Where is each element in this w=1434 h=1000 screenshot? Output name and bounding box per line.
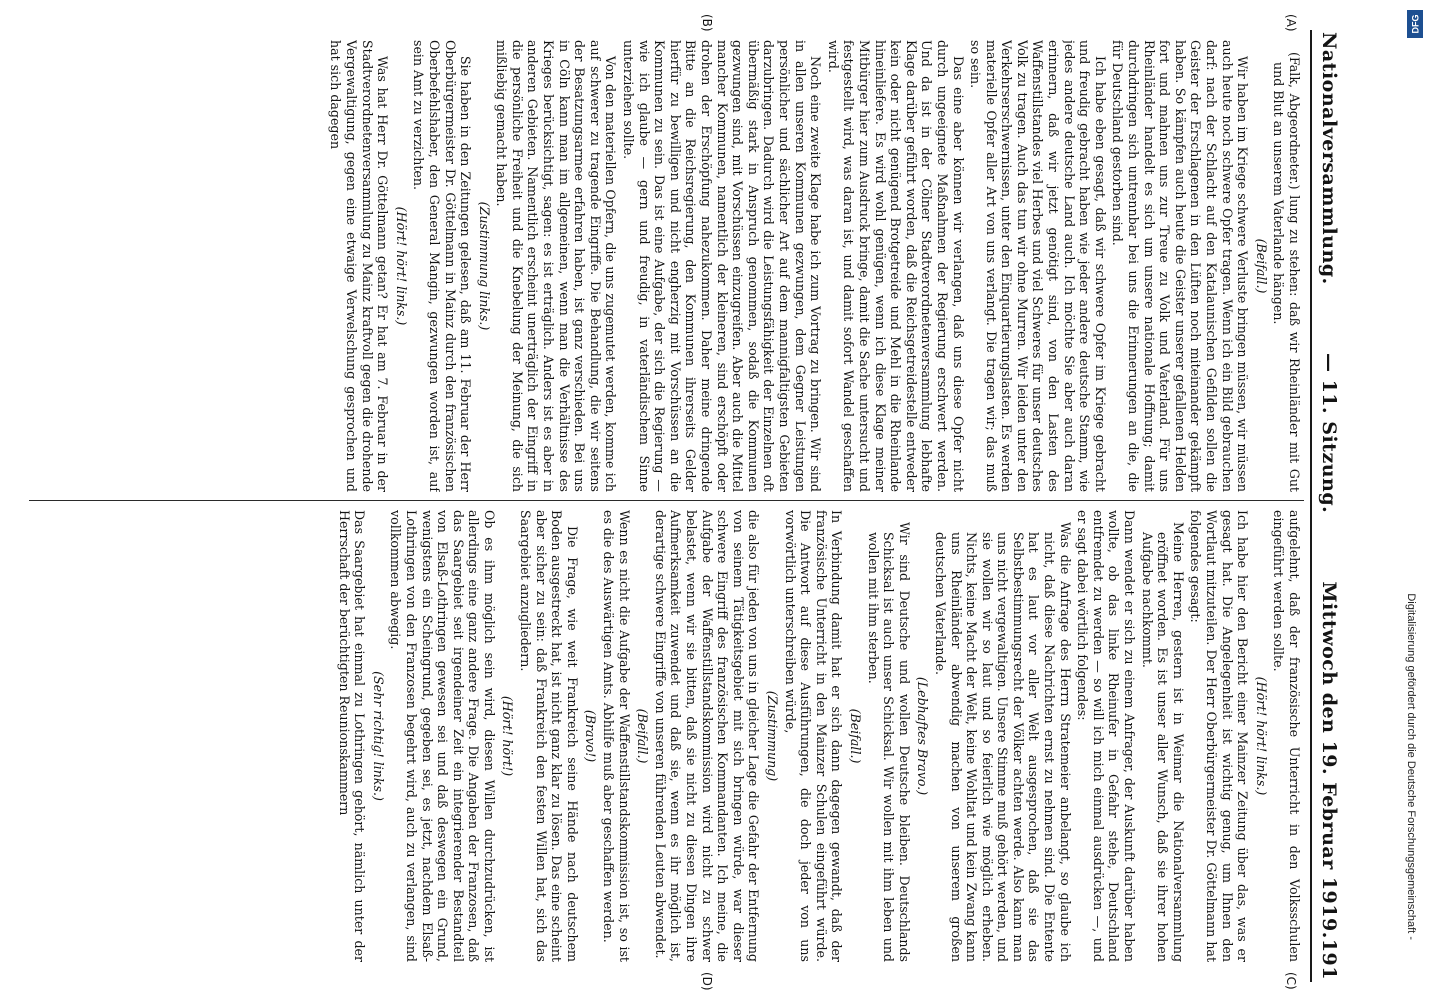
- page-header: [1318, 32, 1358, 980]
- column-divider: [29, 500, 1304, 501]
- header-assembly: Nationalversammlung.: [1318, 32, 1340, 285]
- paragraph: Ob es ihm möglich sein wird, diesen Willen durchzudrücken, ist allerdings eine ganz andere Frage. Die Angaben der Franzosen, daß das Saargebiet seit irgendeiner Zeit ein integrierender Bestandteil von Elsaß-Lothringen gewesen sei und daß deswegen ein Grund, wenigstens ein Scheingrund, gegeben sei, es jetzt, nachdem Elsaß-Lothringen von den Franzosen begehrt wird, auch zu verlangen, sind vollkommen abwegig.: [388, 510, 497, 962]
- paragraph: In Verbindung damit hat er sich dann dagegen gewandt, daß der französische Unterricht in den Mainzer Schulen eingeführt würde. Die Antwort auf diese Ausführungen, die doch jeder von uns vorwörtlich unterschreiben würde,: [782, 510, 845, 962]
- paragraph: Wenn es nicht die Aufgabe der Waffenstillstandskommission ist, so ist es die des Auswärtigen Amts. Abhilfe muß aber geschaffen werden.: [601, 510, 632, 962]
- paragraph: Das Saargebiet hat einmal zu Lothringen gehört, nämlich unter der Herrschaft der berüchtigten Reunionskammern: [336, 510, 368, 962]
- header-date: Mittwoch den 19. Februar 1919.: [1318, 581, 1340, 939]
- reaction-note: (Zustimmung links.): [476, 201, 492, 331]
- paragraph: aufgelehnt, daß der französische Unterricht in den Volksschulen eingeführt werden sollte.: [1271, 510, 1302, 962]
- dfg-logo-icon: [1407, 10, 1423, 38]
- reaction-note: (Hört! hört! links.): [393, 206, 409, 326]
- reaction-note: (Lebhaftes Bravo.): [915, 676, 931, 796]
- reaction-note: (Bravo!): [583, 709, 599, 763]
- header-session: — 11. Sitzung.: [1318, 352, 1340, 514]
- reaction-note: (Beifall.): [1253, 238, 1269, 294]
- paragraph: Von den materiellen Opfern, die uns zugemutet werden, komme ich auf schwerer zu tragende Eingriffe. Die Behandlung, die wir seitens der Besatzungsarmee erfahren haben, ist ganz verschieden. Bei uns in Cöln kann man im allgemeinen, wenn man die Verhältnisse des Krieges berücksichtigt, sagen: es ist erträglich. Anders ist es aber in anderen Gebieten. Namentlich erscheint unerträglich der Eingriff in die persönliche Freiheit und die Knebelung der Meinung, die sich mißliebig gemacht haben.: [494, 40, 619, 492]
- paragraph: Dann wendet er sich zu einem Anfrager, der Auskunft darüber haben wollte, ob das linke Rheinufer in Gefahr stehe, Deutschland entfremdet zu werden — so will ich mich einmal ausdrücken —, und er sagt dabei wörtlich folgendes:: [1075, 510, 1138, 962]
- margin-marker-d: (D): [700, 972, 714, 991]
- paragraph: die also für jeden von uns in gleicher Lage die Gefahr der Entfernung von seinem Tätigkeitsgebiet mit sich bringen würde, war dieser schwere Eingriff des französischen Kommandanten. Ich meine, die Aufgabe der Waffenstillstandskommission wird nicht zu schwer belastet, wenn wir sie bitten, daß sie nicht zu diesen Dingen ihre Aufmerksamkeit zuwendet und daß sie, wenn es ihr möglich ist, derartige schwere Eingriffe von unseren führenden Leuten abwendet.: [652, 510, 762, 962]
- reaction-note: (Beifall.): [847, 708, 863, 764]
- paragraph: Noch eine zweite Klage habe ich zum Vortrag zu bringen. Wir sind in allen unseren Kommunen gezwungen, dem Gegner Leistungen persönlicher und sächlicher Art auf dem mannigfaltigsten Gebieten darzubringen. Dadurch wird die Leistungsfähigkeit der Einzelnen oft übermäßig stark in Anspruch genommen, sodaß die Kommunen gezwungen sind, mit Vorschüssen einzugreifen. Aber auch die Mittel mancher Kommunen, namentlich der kleineren, sind erschöpft oder drohen der Erschöpfung nahezukommen. Daher meine dringende Bitte an die Reichsregierung, den Kommunen ihrerseits Gelder hierfür zu bewilligen und nicht engherzig mit Vorschüssen an die Kommunen zu sein. Das ist eine Aufgabe, der sich die Regierung — wie ich glaube — gern und freudig, in vaterländischem Sinne unterziehen sollte.: [621, 40, 824, 492]
- rotated-document-page: [12, 0, 1372, 1000]
- paragraph: Die Frage, wie weit Frankreich seine Hände nach deutschem Boden ausgestreckt hat, ist nicht ganz klar zu lösen. Das eine scheint aber sicher zu sein: daß Frankreich den festen Willen hat, sich das Saargebiet anzugliedern.: [518, 510, 580, 962]
- paragraph: Ich habe hier den Bericht einer Mainzer Zeitung über das, was er gesagt hat. Die Angelegenheit ist wichtig genug, um Ihnen den Wortlaut mitzuteilen. Der Herr Oberbürgermeister Dr. Göttelmann hat folgendes gesagt:: [1188, 510, 1251, 962]
- paragraph: Sie haben in den Zeitungen gelesen, daß am 11. Februar der Herr Oberbürgermeister Dr. Göttelmann in Mainz durch den französischen Oberbefehlshaber, den General Mangin, gezwungen worden ist, auf sein Amt zu verzichten.: [411, 40, 474, 492]
- margin-marker-c: (C): [1284, 972, 1298, 990]
- left-text-column: [32, 40, 1302, 492]
- quoted-paragraph: Wir sind Deutsche und wollen Deutsche bleiben. Deutschlands Schicksal ist auch unser Schicksal. Wir wollen mit ihm leben und wollen mit ihm sterben.: [865, 522, 912, 962]
- margin-marker-b: (B): [700, 14, 714, 32]
- reaction-note: (Hört! hört! links.): [1253, 676, 1269, 796]
- reaction-note: (Sehr richtig! links.): [370, 671, 386, 801]
- right-text-column: [32, 510, 1302, 962]
- watermark-text: Digitalisierung gefördert durch die Deutsche Forschungsgemeinschaft -: [1405, 593, 1417, 940]
- dfg-logo-text: DFG: [1410, 14, 1420, 34]
- margin-marker-a: (A): [1284, 14, 1298, 32]
- watermark: [1396, 12, 1430, 988]
- paragraph: Wir haben im Kriege schwere Verluste bringen müssen, wir müssen auch heute noch schwere Opfer tragen. Wenn ich ein Bild gebrauchen darf: nach der Schlacht auf den Katalaunischen Gefilden sollen die Geister der Erschlagenen in den Lüften noch miteinander gekämpft haben. So kämpfen auch heute die Geister unserer gefallenen Helden fort und mahnen uns zur Treue zu Volk und Vaterland. Für uns Rheinländer handelt es sich um unsere nationale Hoffnung; damit durchdringen sich untrennbar bei uns die Erinnerungen an die, die für Deutschland gestorben sind.: [1110, 40, 1251, 492]
- paragraph: Was hat Herr Dr. Göttelmann getan? Er hat am 7. Februar in der Stadtverordnetenversammlung zu Mainz kraftvoll gegen die drohende Vergewaltigung, gegen eine etwaige Verwelschung gesprochen und hat sich dagegen: [328, 40, 391, 492]
- reaction-note: (Hört! hört!): [500, 695, 516, 777]
- reaction-note: (Beifall.): [635, 708, 651, 764]
- paragraph: Ich habe eben gesagt, daß wir schwere Opfer im Kriege gebracht und freudig gebracht haben wie jeder andere deutsche Stamm, wie jedes andere deutsche Land auch. Ich möchte Sie aber auch daran erinnern, daß wir jetzt genötigt sind, von den Lasten des Waffenstillstandes viel Herbes und viel Schweres für unser deutsches Volk zu tragen. Auch das tun wir ohne Murren. Wir leiden unter den Verkehrserschwernissen, unter den Einquartierungslasten. Es werden materielle Opfer aller Art von uns verlangt. Die tragen wir; das muß so sein.: [968, 40, 1108, 492]
- reaction-note: (Zustimmung): [765, 690, 780, 782]
- quoted-paragraph: (Falk, Abgeordneter.) lung zu stehen: daß wir Rheinländer mit Gut und Blut an unserem Vaterlande hängen.: [1271, 52, 1302, 492]
- quoted-paragraph: Was die Anfrage des Herrn Stratemeier anbelangt, so glaube ich nicht, daß diese Nachrichten ernst zu nehmen sind. Die Entente hat es laut vor aller Welt ausgesprochen, daß sie das Selbstbestimmungsrecht der Völker achten werde. Also kann man uns nicht vergewaltigen. Unsere Stimme muß gehört werden, und sie wollen wir so laut und so feierlich wie möglich erheben. Nichts, keine Macht der Welt, keine Wohltat und kein Zwang kann uns Rheinländer abwendig machen von unserem großen deutschen Vaterlande.: [932, 522, 1073, 962]
- header-rule: [1310, 30, 1312, 982]
- paragraph: Das eine aber können wir verlangen, daß uns diese Opfer nicht durch ungeeignete Maßnahmen der Regierung erschwert werden. Und da ist in der Cölner Stadtverordnetenversammlung lebhafte Klage darüber geführt worden, daß die Reichsgetreidestelle entweder kein oder nicht genügend Brotgetreide und Mehl in die Rheinlande hineinliefere. Es wird wohl genügen, wenn ich diese Klage meiner Mitbürger hier zum Ausdruck bringe, damit die Sache untersucht und festgestellt wird, was daran ist, und damit sofort Wandel geschaffen wird.: [825, 40, 966, 492]
- quoted-paragraph: Meine Herren, gestern ist in Weimar die Nationalversammlung eröffnet worden. Es ist unser aller Wunsch, daß sie ihrer hohen Aufgabe nachkommt.: [1139, 522, 1186, 962]
- page-number: 191: [1318, 938, 1340, 980]
